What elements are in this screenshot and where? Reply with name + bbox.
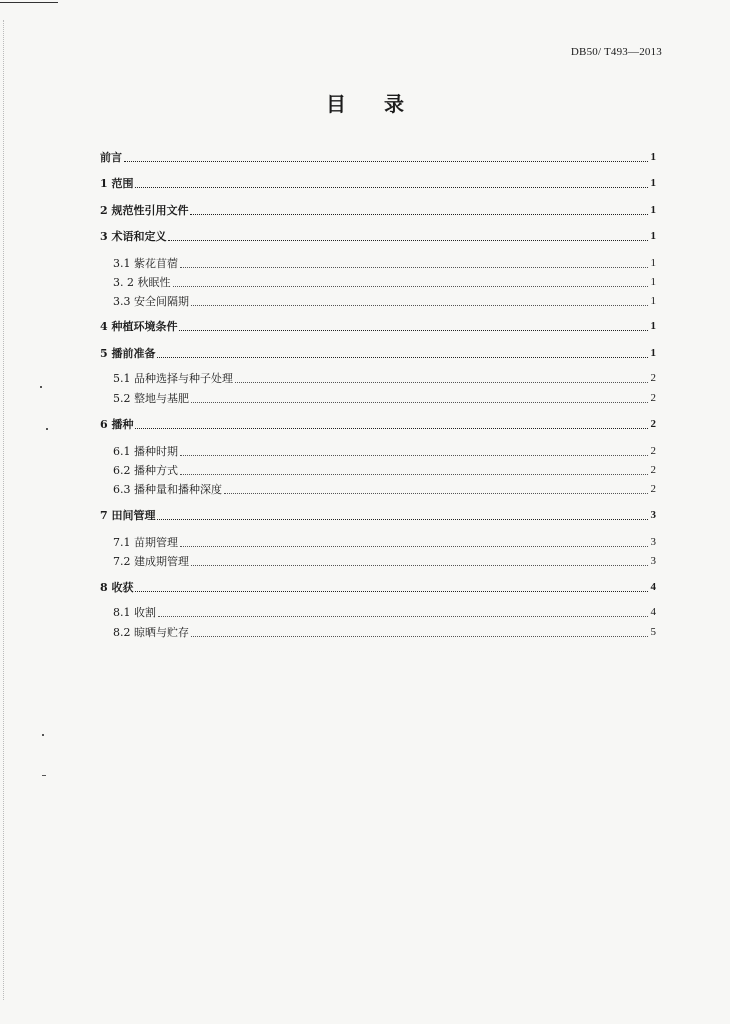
toc-entry-label: 前言 [100,151,122,164]
toc-entry-label: 6.2 播种方式 [113,464,178,477]
toc-entry[interactable] [100,177,656,190]
toc-leader [158,616,648,617]
toc-subentry[interactable] [113,536,656,549]
toc-entry-page: 1 [650,320,656,332]
toc-entry[interactable] [100,204,656,217]
toc-entry-page: 1 [650,230,656,242]
toc-entry-label: 1 范围 [100,177,134,190]
toc-leader [135,428,648,429]
toc-entry-page: 1 [650,276,656,288]
scan-speck [46,428,48,430]
scan-speck [42,734,44,736]
toc-entry-label: 3. 2 秋眠性 [113,276,171,289]
toc-subentry[interactable] [113,464,656,477]
toc-entry-label: 6 播种 [100,418,134,431]
toc-subentry[interactable] [113,276,656,289]
toc-leader [157,519,648,520]
toc-leader [135,591,648,592]
toc-leader [235,382,648,383]
toc-leader [179,330,648,331]
toc-subentry[interactable] [113,626,656,639]
toc-entry[interactable] [100,418,656,431]
toc-entry[interactable] [100,230,656,243]
toc-entry-label: 6.3 播种量和播种深度 [113,483,222,496]
toc-leader [168,240,648,241]
scan-speck [42,775,46,776]
toc-entry-page: 2 [650,372,656,384]
toc-leader [180,455,648,456]
toc-entry-page: 2 [650,464,656,476]
toc-entry-page: 4 [650,581,656,593]
toc-subentry[interactable] [113,257,656,270]
toc-leader [191,402,648,403]
toc-entry[interactable] [100,320,656,333]
toc-entry-page: 2 [650,445,656,457]
toc-leader [180,546,648,547]
toc-entry-label: 7 田间管理 [100,509,156,522]
document-code: DB50/ T493—2013 [570,46,662,58]
toc-entry-page: 1 [650,295,656,307]
toc-entry-page: 1 [650,177,656,189]
toc-entry-label: 2 规范性引用文件 [100,204,189,217]
toc-entry-label: 6.1 播种时期 [113,445,178,458]
toc-leader [191,305,648,306]
toc-entry-page: 1 [650,347,656,359]
toc-leader [135,187,648,188]
toc-subentry[interactable] [113,606,656,619]
toc-leader [180,474,648,475]
toc-leader [191,636,648,637]
toc-leader [224,493,648,494]
toc-entry-page: 1 [650,151,656,163]
toc-entry-label: 3 术语和定义 [100,230,167,243]
toc-entry-page: 3 [650,555,656,567]
toc-entry-label: 3.1 紫花苜蓿 [113,257,178,270]
toc-subentry[interactable] [113,295,656,308]
toc-entry-page: 3 [650,509,656,521]
toc-entry-label: 5.1 品种选择与种子处理 [113,372,233,385]
toc-entry-label: 8 收获 [100,581,134,594]
toc-leader [180,267,648,268]
toc-entry-page: 1 [650,204,656,216]
toc-entry-label: 8.2 晾晒与贮存 [113,626,189,639]
top-rule [0,2,58,3]
toc-leader [173,286,649,287]
toc-entry[interactable] [100,581,656,594]
toc-entry-label: 4 种植环境条件 [100,320,178,333]
toc-subentry[interactable] [113,392,656,405]
toc-leader [124,161,648,162]
toc-entry[interactable] [100,151,656,164]
scan-speck [40,386,42,388]
toc-subentry[interactable] [113,555,656,568]
toc-entry-label: 8.1 收割 [113,606,156,619]
toc-entry-page: 2 [650,483,656,495]
toc-leader [157,357,648,358]
toc-entry-label: 5.2 整地与基肥 [113,392,189,405]
toc-entry[interactable] [100,509,656,522]
toc-entry-label: 3.3 安全间隔期 [113,295,189,308]
toc-entry-label: 5 播前准备 [100,347,156,360]
toc-subentry[interactable] [113,372,656,385]
toc-entry-page: 5 [650,626,656,638]
toc-leader [191,565,648,566]
toc-entry-label: 7.2 建成期管理 [113,555,189,568]
toc-entry-label: 7.1 苗期管理 [113,536,178,549]
page-title: 目录 [326,92,442,116]
toc-subentry[interactable] [113,483,656,496]
toc-entry-page: 2 [650,392,656,404]
toc-leader [190,214,648,215]
toc-entry-page: 1 [650,257,656,269]
toc-subentry[interactable] [113,445,656,458]
toc-entry[interactable] [100,347,656,360]
toc-entry-page: 4 [650,606,656,618]
scan-edge [3,20,5,1000]
toc-entry-page: 2 [650,418,656,430]
toc-entry-page: 3 [650,536,656,548]
